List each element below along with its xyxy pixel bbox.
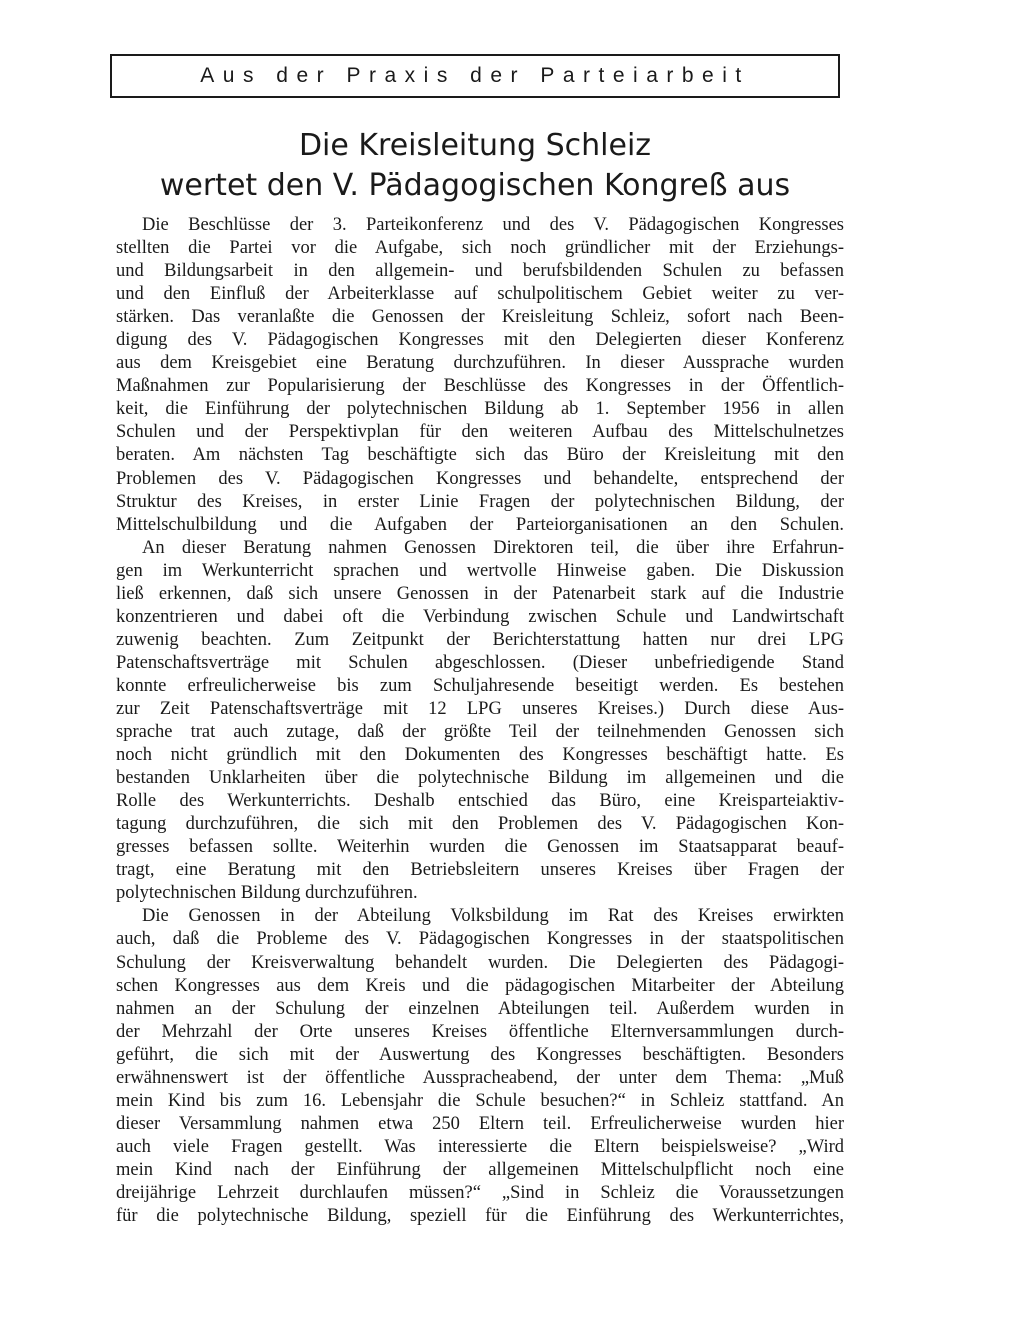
body-line: beraten. Am nächsten Tag beschäftigte sich das Büro der Kreisleitung mit den bbox=[116, 445, 844, 466]
body-line: keit, die Einführung der polytechnischen Bildung ab 1. September 1956 in allen bbox=[116, 399, 844, 420]
body-line: Schulung der Kreisverwaltung behandelt wurden. Die Delegierten des Pädagogi- bbox=[116, 952, 844, 973]
body-line: und den Einfluß der Arbeiterklasse auf schulpolitischem Gebiet weiter zu ver- bbox=[116, 284, 844, 305]
body-line: Die Genossen in der Abteilung Volksbildung im Rat des Kreises erwirkten bbox=[142, 906, 844, 927]
body-line: Maßnahmen zur Popularisierung der Beschlüsse des Kongresses in der Öffentlich- bbox=[116, 376, 844, 397]
body-line: zuwenig beachten. Zum Zeitpunkt der Berichterstattung hatten nur drei LPG bbox=[116, 629, 844, 650]
body-line: gen im Werkunterricht sprachen und wertvolle Hinweise gaben. Die Diskussion bbox=[116, 560, 844, 581]
body-line: dieser Versammlung nahmen etwa 250 Eltern teil. Erfreulicherweise wurden hier bbox=[116, 1113, 844, 1134]
body-line: stellten die Partei vor die Aufgabe, sich noch gründlicher mit der Erziehungs- bbox=[116, 238, 844, 259]
body-line: der Mehrzahl der Orte unseres Kreises öffentliche Elternversammlungen durch- bbox=[116, 1021, 844, 1042]
body-line: konzentrieren und dabei oft die Verbindung zwischen Schule und Landwirtschaft bbox=[116, 606, 844, 627]
body-line: erwähnenswert ist der öffentliche Ausspracheabend, der unter dem Thema: „Muß bbox=[116, 1067, 844, 1088]
body-line: zur Zeit Patenschaftsverträge mit 12 LPG unseres Kreises.) Durch diese Aus- bbox=[116, 698, 844, 719]
body-line: Schulen und der Perspektivplan für den weiteren Aufbau des Mittelschulnetzes bbox=[116, 422, 844, 443]
body-line: dreijährige Lehrzeit durchlaufen müssen?“ „Sind in Schleiz die Voraussetzungen bbox=[116, 1182, 844, 1203]
body-line: Rolle des Werkunterrichts. Deshalb entschied das Büro, eine Kreisparteiaktiv- bbox=[116, 791, 844, 812]
section-header-text: Aus der Praxis der Parteiarbeit bbox=[200, 64, 750, 87]
body-line: digung des V. Pädagogischen Kongresses mit den Delegierten dieser Konferenz bbox=[116, 330, 844, 351]
body-line: auch, daß die Probleme des V. Pädagogischen Kongresses in der staatspolitischen bbox=[116, 929, 844, 950]
body-line: schen Kongresses aus dem Kreis und die pädagogischen Mitarbeiter der Abteilung bbox=[116, 975, 844, 996]
body-line: nahmen an der Schulung der einzelnen Abteilungen teil. Außerdem wurden in bbox=[116, 998, 844, 1019]
body-line: Problemen des V. Pädagogischen Kongresses und behandelte, entsprechend der bbox=[116, 468, 844, 489]
body-line: An dieser Beratung nahmen Genossen Direktoren teil, die über ihre Erfahrun- bbox=[142, 537, 844, 558]
body-line: mein Kind bis zum 16. Lebensjahr die Schule besuchen?“ in Schleiz stattfand. An bbox=[116, 1090, 844, 1111]
body-line: Patenschaftsverträge mit Schulen abgeschlossen. (Dieser unbefriedigende Stand bbox=[116, 652, 844, 673]
article-title-line-2: wertet den V. Pädagogischen Kongreß aus bbox=[159, 168, 791, 203]
body-line: polytechnischen Bildung durchzuführen. bbox=[116, 883, 418, 904]
body-line: Die Beschlüsse der 3. Parteikonferenz und des V. Pädagogischen Kongresses bbox=[142, 215, 844, 235]
body-line: gresses befassen sollte. Weiterhin wurden die Genossen im Staatsapparat beauf- bbox=[116, 837, 844, 858]
body-line: aus dem Kreisgebiet eine Beratung durchzuführen. In dieser Aussprache wurden bbox=[116, 353, 844, 374]
body-line: bestanden Unklarheiten über die polytechnische Bildung im allgemeinen und die bbox=[116, 768, 844, 789]
body-line: geführt, die sich mit der Auswertung des Kongresses beschäftigten. Besonders bbox=[116, 1044, 844, 1065]
article-body bbox=[116, 214, 844, 1228]
body-line: noch nicht gründlich mit den Dokumenten des Kongresses beschäftigt hatte. Es bbox=[116, 745, 844, 766]
body-line: tragt, eine Beratung mit den Betriebsleitern unseres Kreises über Fragen der bbox=[116, 860, 844, 881]
body-line: sprache trat auch zutage, daß der größte Teil der teilnehmenden Genossen sich bbox=[116, 722, 844, 743]
body-line: auch viele Fragen gestellt. Was interessierte die Eltern beispielsweise? „Wird bbox=[116, 1136, 844, 1157]
body-line: ließ erkennen, daß sich unsere Genossen in der Patenarbeit stark auf die Industrie bbox=[116, 583, 844, 604]
body-line: Mittelschulbildung und die Aufgaben der Parteiorganisationen an den Schulen. bbox=[116, 514, 844, 535]
article-title-line-1: Die Kreisleitung Schleiz bbox=[298, 128, 652, 163]
body-line: für die polytechnische Bildung, speziell für die Einführung des Werkunterrichtes, bbox=[116, 1206, 844, 1227]
body-line: stärken. Das veranlaßte die Genossen der Kreisleitung Schleiz, sofort nach Been- bbox=[116, 307, 844, 328]
body-line: mein Kind nach der Einführung der allgemeinen Mittelschulpflicht noch eine bbox=[116, 1159, 844, 1180]
body-line: konnte erfreulicherweise bis zum Schuljahresende beseitigt werden. Es bestehen bbox=[116, 675, 844, 696]
body-line: tagung durchzuführen, die sich mit den Problemen des V. Pädagogischen Kon- bbox=[116, 814, 844, 835]
section-header-box bbox=[110, 54, 840, 98]
body-line: Struktur des Kreises, in erster Linie Fragen der polytechnischen Bildung, der bbox=[116, 491, 844, 512]
body-line: und Bildungsarbeit in den allgemein- und berufsbildenden Schulen zu befassen bbox=[116, 261, 844, 282]
